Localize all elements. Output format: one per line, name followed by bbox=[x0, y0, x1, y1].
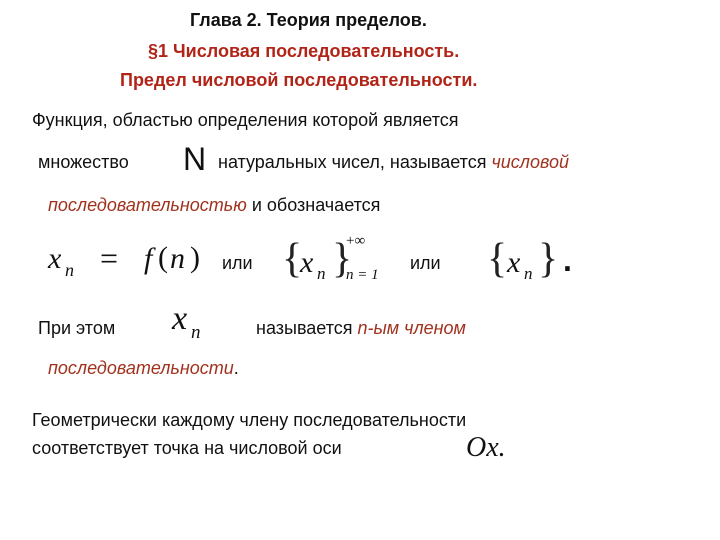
or-label-1: или bbox=[222, 253, 253, 273]
formula-x: x bbox=[48, 242, 62, 275]
member-x: x bbox=[172, 300, 188, 337]
right-brace-1: } bbox=[332, 236, 353, 282]
at-this-label: При этом bbox=[38, 318, 116, 338]
section-title: §1 Числовая последовательность. bbox=[148, 41, 460, 61]
definition-line-2-pre: множество bbox=[38, 152, 129, 172]
definition-line-3-post: и обозначается bbox=[251, 195, 381, 215]
geometry-line-1: Геометрически каждому члену последовательности bbox=[32, 410, 467, 430]
formula-n: n bbox=[170, 242, 185, 275]
sequence-short-n-subscript: n bbox=[524, 264, 533, 283]
notation-formulas bbox=[40, 233, 720, 292]
formula-equals: = bbox=[100, 240, 119, 276]
right-brace-2: } bbox=[538, 236, 559, 282]
definition-line-2-text bbox=[218, 152, 569, 173]
left-brace-2: { bbox=[487, 236, 508, 282]
geometry-line-2: соответствует точка на числовой оси bbox=[32, 438, 342, 458]
formula-right-paren: ) bbox=[190, 241, 200, 274]
formula-left-paren: ( bbox=[158, 241, 168, 274]
member-period: . bbox=[233, 358, 239, 378]
member-line-2 bbox=[48, 358, 239, 379]
definition-line-1: Функция, областью определения которой является bbox=[32, 110, 459, 130]
sequence-short-x: x bbox=[507, 246, 521, 279]
sequence-genitive: последовательности bbox=[48, 358, 234, 378]
subsection-title: Предел числовой последовательности. bbox=[120, 70, 478, 90]
formula-f: f bbox=[144, 242, 153, 275]
sequence-x: x bbox=[300, 246, 314, 279]
sequence-n-subscript: n bbox=[317, 264, 326, 283]
formula-n-subscript: n bbox=[65, 260, 74, 280]
term-numeric: числовой bbox=[491, 152, 569, 172]
nth-member-n: n bbox=[357, 318, 368, 338]
or-label-2: или bbox=[410, 253, 441, 273]
member-description bbox=[256, 318, 466, 339]
nth-member-term bbox=[358, 318, 466, 338]
member-n-subscript: n bbox=[191, 322, 201, 343]
naturals-symbol: N bbox=[183, 141, 207, 177]
left-brace-1: { bbox=[282, 236, 303, 282]
term-sequence: последовательностью bbox=[48, 195, 247, 215]
lower-limit-n-equals-1: n = 1 bbox=[346, 267, 379, 283]
upper-limit-plus-infinity: +∞ bbox=[346, 233, 366, 249]
called-label: называется bbox=[256, 318, 353, 338]
formula-end-dot: . bbox=[563, 242, 572, 278]
nth-member-rest: -ым членом bbox=[367, 318, 466, 338]
definition-line-2-post: натуральных чисел, называется bbox=[218, 152, 487, 172]
axis-ox: Ox. bbox=[466, 432, 506, 463]
definition-line-3 bbox=[48, 195, 380, 216]
chapter-title: Глава 2. Теория пределов. bbox=[190, 10, 427, 30]
